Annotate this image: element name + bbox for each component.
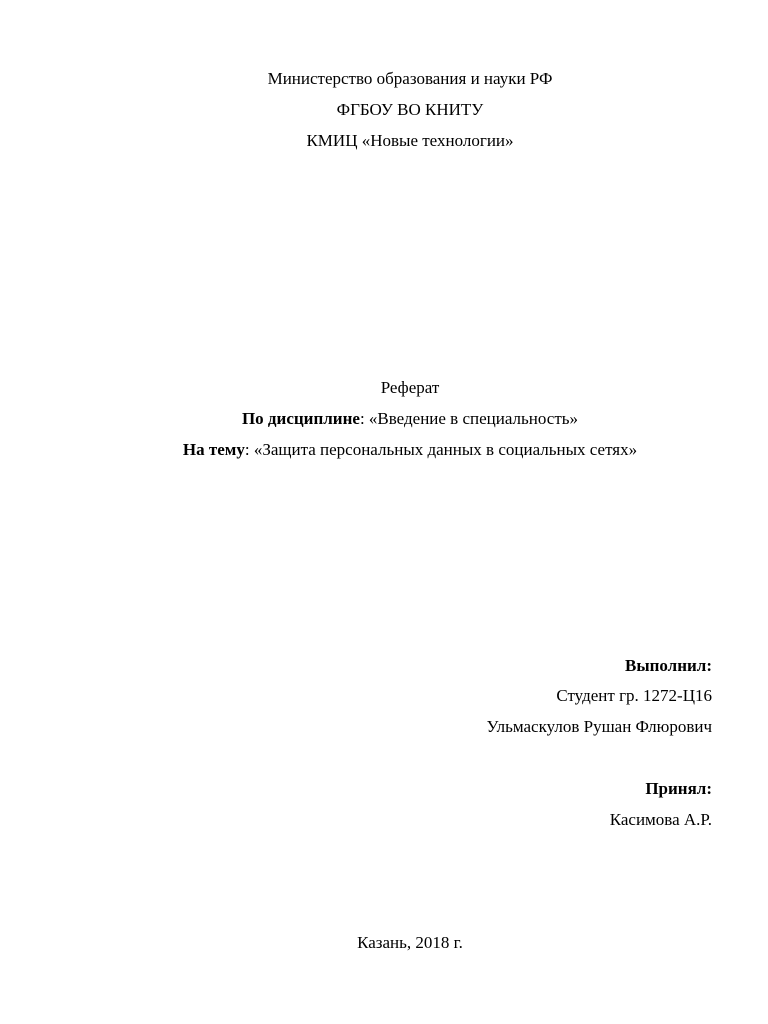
accepted-label: Принял: xyxy=(645,779,712,798)
discipline-value: : «Введение в специальность» xyxy=(359,409,579,428)
center-line: КМИЦ «Новые технологии» xyxy=(306,131,514,150)
topic-line xyxy=(0,440,768,460)
discipline-label: По дисциплине xyxy=(241,409,360,428)
student-name: Ульмаскулов Рушан Флюрович xyxy=(486,717,712,736)
discipline-line xyxy=(0,409,768,429)
student-group: Студент гр. 1272-Ц16 xyxy=(556,686,712,705)
performed-label: Выполнил: xyxy=(624,656,712,675)
topic-label: На тему xyxy=(182,440,245,459)
university-line: ФГБОУ ВО КНИТУ xyxy=(336,100,484,119)
city-year: Казань, 2018 г. xyxy=(357,933,463,952)
ministry-line: Министерство образования и науки РФ xyxy=(267,69,553,88)
document-type: Реферат xyxy=(380,378,440,397)
topic-value: : «Защита персональных данных в социальных сетях» xyxy=(244,440,638,459)
teacher-name: Касимова А.Р. xyxy=(609,810,712,829)
